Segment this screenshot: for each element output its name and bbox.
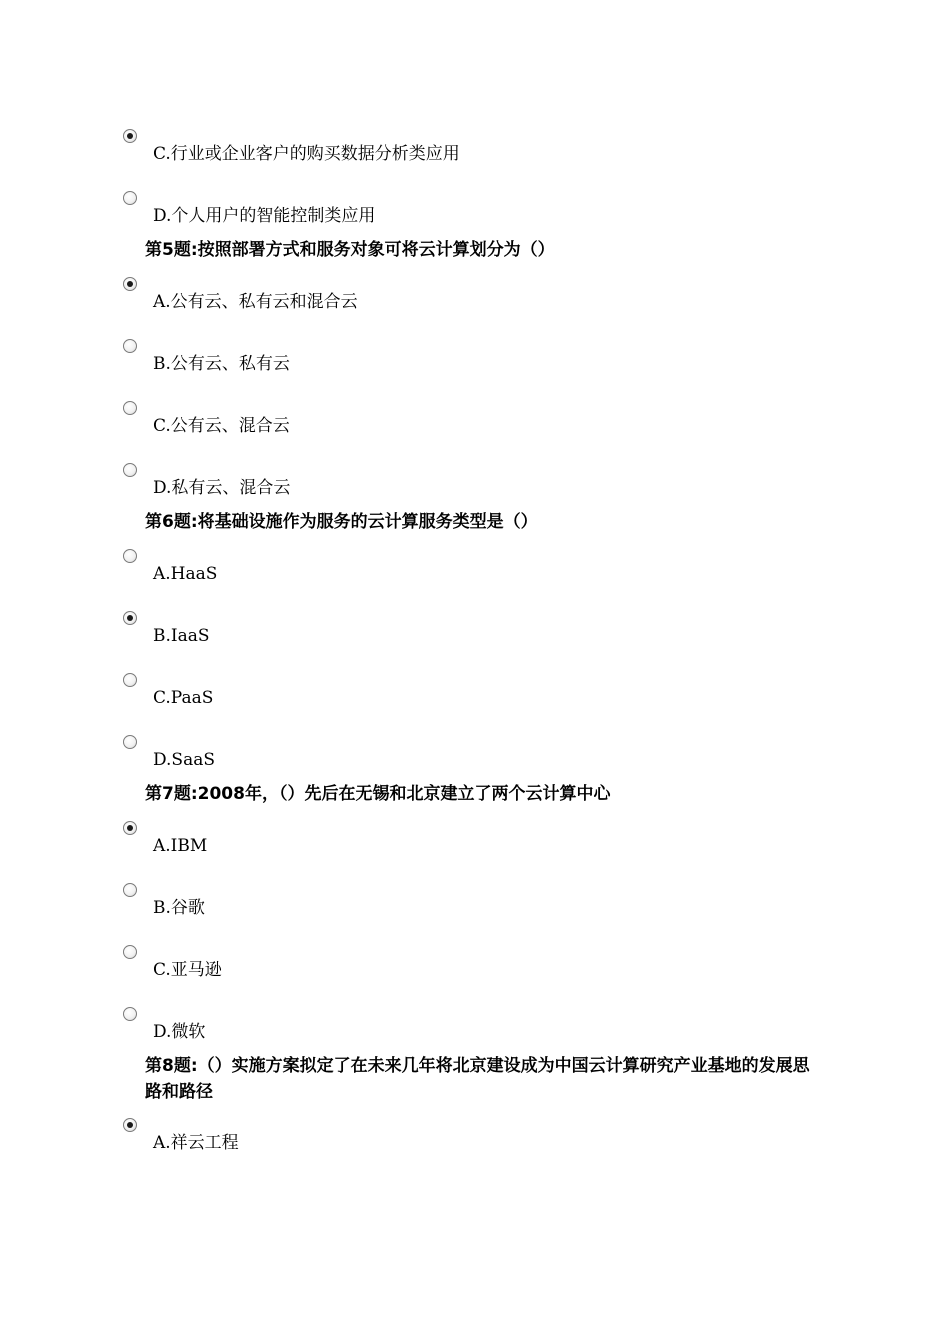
option-radio-q8-a[interactable] bbox=[123, 1118, 137, 1132]
option-label-q4-d: D.个人用户的智能控制类应用 bbox=[153, 206, 376, 226]
option-radio-q4-c[interactable] bbox=[123, 129, 137, 143]
option-label-q6-d: D.SaaS bbox=[153, 750, 215, 770]
question-title-6: 第6题:将基础设施作为服务的云计算服务类型是（） bbox=[145, 512, 538, 532]
question-title-5: 第5题:按照部署方式和服务对象可将云计算划分为（） bbox=[145, 240, 555, 260]
option-label-q4-c: C.行业或企业客户的购买数据分析类应用 bbox=[153, 144, 460, 164]
option-radio-q6-b[interactable] bbox=[123, 611, 137, 625]
option-radio-q5-a[interactable] bbox=[123, 277, 137, 291]
option-radio-q5-b[interactable] bbox=[123, 339, 137, 353]
option-radio-q7-a[interactable] bbox=[123, 821, 137, 835]
option-label-q5-d: D.私有云、混合云 bbox=[153, 478, 291, 498]
option-label-q7-a: A.IBM bbox=[153, 836, 208, 856]
option-label-q6-a: A.HaaS bbox=[153, 564, 218, 584]
question-title-8: 第8题:（）实施方案拟定了在未来几年将北京建设成为中国云计算研究产业基地的发展思路和路径 bbox=[145, 1056, 810, 1102]
option-label-q5-a: A.公有云、私有云和混合云 bbox=[153, 292, 358, 312]
option-radio-q7-b[interactable] bbox=[123, 883, 137, 897]
option-radio-q4-d[interactable] bbox=[123, 191, 137, 205]
option-radio-q7-d[interactable] bbox=[123, 1007, 137, 1021]
option-radio-q6-c[interactable] bbox=[123, 673, 137, 687]
option-label-q7-d: D.微软 bbox=[153, 1022, 206, 1042]
option-radio-q5-d[interactable] bbox=[123, 463, 137, 477]
option-label-q7-b: B.谷歌 bbox=[153, 898, 205, 918]
option-label-q8-a: A.祥云工程 bbox=[153, 1133, 239, 1153]
option-radio-q6-d[interactable] bbox=[123, 735, 137, 749]
option-label-q6-b: B.IaaS bbox=[153, 626, 210, 646]
option-label-q5-c: C.公有云、混合云 bbox=[153, 416, 290, 436]
option-radio-q7-c[interactable] bbox=[123, 945, 137, 959]
option-radio-q6-a[interactable] bbox=[123, 549, 137, 563]
option-label-q6-c: C.PaaS bbox=[153, 688, 214, 708]
option-label-q5-b: B.公有云、私有云 bbox=[153, 354, 290, 374]
option-label-q7-c: C.亚马逊 bbox=[153, 960, 222, 980]
question-title-7: 第7题:2008年，（）先后在无锡和北京建立了两个云计算中心 bbox=[145, 784, 611, 804]
option-radio-q5-c[interactable] bbox=[123, 401, 137, 415]
